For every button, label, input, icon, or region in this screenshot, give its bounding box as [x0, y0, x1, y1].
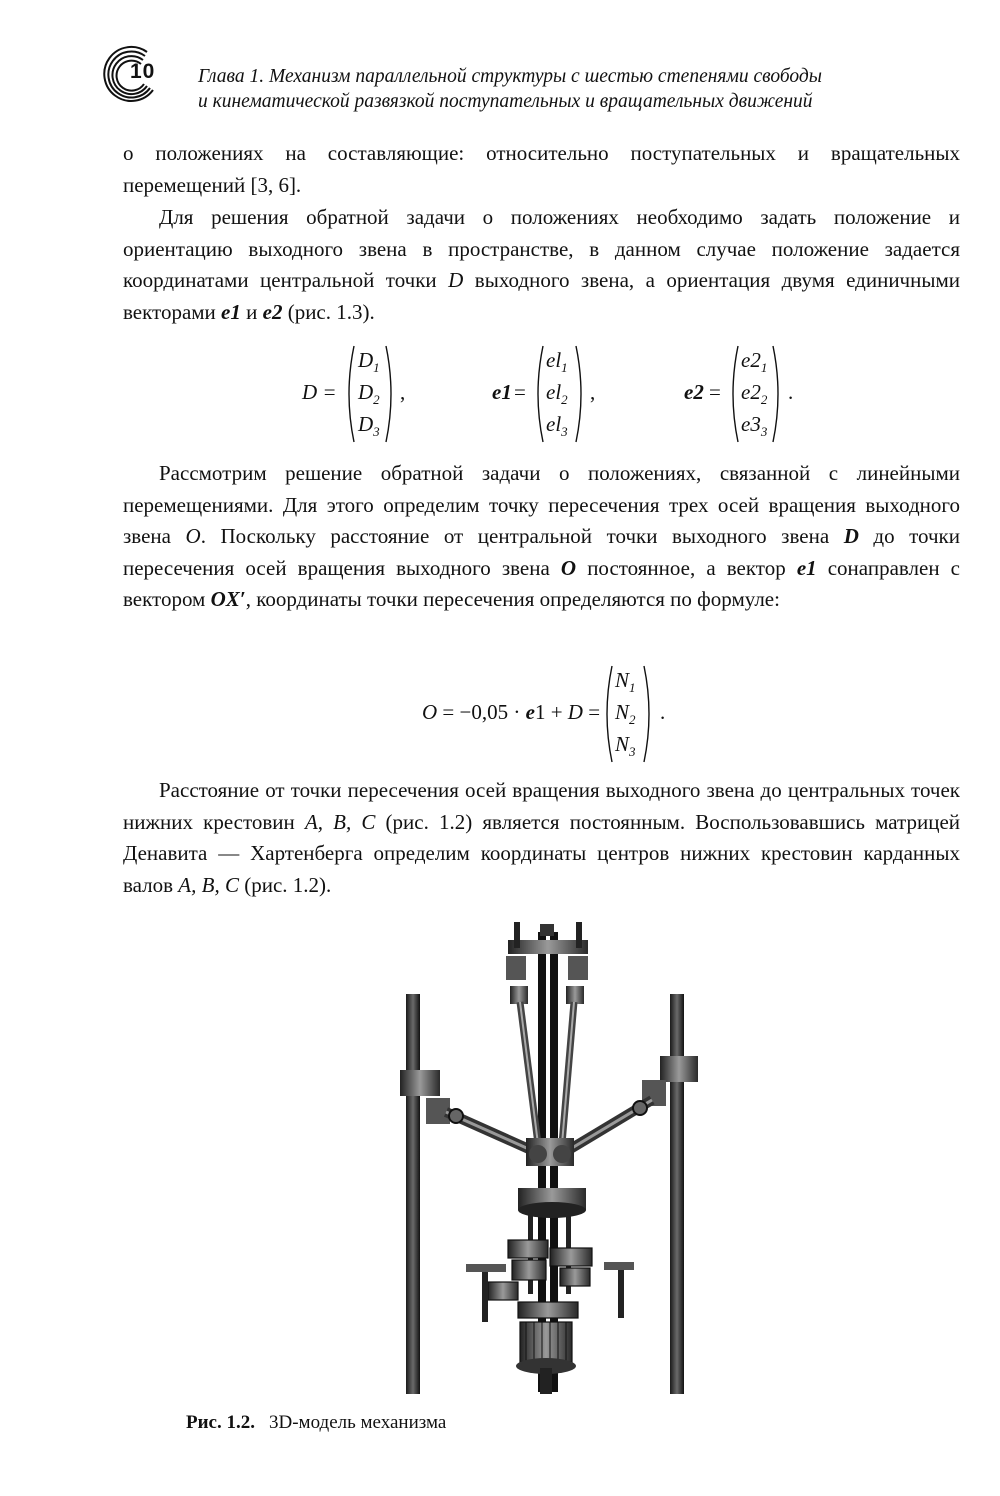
- p3-part-b: . Поскольку расстояние от центральной точки выходного звена: [200, 524, 844, 548]
- left-paren-icon: [531, 344, 545, 444]
- chapter-title: [198, 64, 822, 114]
- formula-comma-2: ,: [590, 380, 596, 404]
- p4-part-b: (рис. 1.2) является постоянным. Воспользовавшись матрицей Денавита — Хартенберга определим координаты центров нижних крестовин карданных валов: [123, 809, 961, 897]
- paragraph-1-text: о положениях на составляющие: относительно поступательных и вращательных перемещений [3, 6].: [123, 141, 960, 197]
- p3-var-O: O: [185, 524, 201, 548]
- p2-var-e2: e2: [262, 299, 283, 324]
- matrix-N-row-3: $N_3$: [615, 732, 636, 760]
- p3-part-f: , координаты точки пересечения определяются по формуле:: [245, 587, 780, 611]
- matrix-D-row-2: $D_2$: [358, 380, 380, 408]
- formula-e1-eq: =: [514, 380, 526, 404]
- matrix-D-row-3: $D_3$: [358, 412, 380, 440]
- p3-var-D: D: [843, 524, 859, 548]
- formula-comma-1: ,: [400, 380, 406, 404]
- paragraph-3: [123, 458, 960, 616]
- right-paren-icon: [771, 344, 785, 444]
- formula-O: [0, 664, 1000, 764]
- p4-part-c: (рис. 1.2).: [238, 872, 332, 897]
- figure-label: Рис. 1.2.: [186, 1412, 255, 1433]
- p4-var-ABC: A, B, C: [304, 809, 376, 834]
- formula-e2-eq: =: [709, 380, 721, 404]
- page-header: [95, 44, 955, 124]
- p2-part-b: выходного звена, а ориентация двумя единичными векторами: [123, 268, 960, 324]
- page-number: 10: [130, 60, 156, 83]
- right-paren-icon: [642, 664, 656, 764]
- paragraph-3-text: [123, 458, 960, 616]
- left-paren-icon: [726, 344, 740, 444]
- p2-part-d: (рис. 1.3).: [282, 299, 375, 324]
- chapter-title-line-2: и кинематической развязкой поступательных и вращательных движений: [198, 91, 813, 112]
- paragraph-2-text: [123, 202, 960, 328]
- p2-var-e1: e1: [221, 299, 241, 324]
- matrix-e1-row-3: $el_3$: [546, 412, 568, 440]
- matrix-e2-row-2: $e2_2$: [741, 380, 768, 408]
- p3-var-OX: OX′: [210, 587, 246, 611]
- p3-part-d: постоянное, а вектор: [576, 555, 797, 580]
- figure-caption-text: 3D-модель механизма: [269, 1412, 447, 1433]
- formula-e2-lhs: e2: [684, 380, 704, 404]
- mechanism-3d-model-image: [390, 922, 720, 1394]
- p2-part-a: Для решения обратной задачи о положениях необходимо задать положение и ориентацию выходного звена в пространстве, в данном случае положение задается координатами центральной точки: [123, 205, 960, 292]
- left-paren-icon: [600, 664, 614, 764]
- p4-var-ABC-2: A, B, C: [178, 872, 239, 897]
- p3-var-O2: O: [560, 555, 577, 580]
- p3-part-e: сонаправлен с вектором: [123, 555, 960, 611]
- matrix-D-row-1: $D_1$: [358, 348, 380, 376]
- p3-var-e1: e1: [796, 555, 817, 580]
- formula-period-1: .: [788, 380, 794, 404]
- p2-part-c: и: [240, 299, 263, 324]
- paragraph-2: [123, 202, 960, 328]
- matrix-e2-row-1: $e2_1$: [741, 348, 768, 376]
- formula-period-2: .: [660, 700, 666, 724]
- p2-var-D: D: [448, 268, 464, 292]
- p4-part-a: Расстояние от точки пересечения осей вращения выходного звена до центральных точек нижних крестовин: [123, 778, 960, 834]
- figure-caption: [186, 1412, 446, 1434]
- matrix-e1-row-1: $el_1$: [546, 348, 568, 376]
- matrix-e2-row-3: $e3_3$: [741, 412, 768, 440]
- p3-part-a: Рассмотрим решение обратной задачи о положениях, связанной с линейными перемещениями. Для этого определим точку пересечения трех осей вращения выходного звена: [123, 461, 960, 548]
- left-paren-icon: [342, 344, 356, 444]
- matrix-N-row-1: $N_1$: [615, 668, 636, 696]
- p3-part-c: до точки пересечения осей вращения выходного звена: [123, 524, 960, 580]
- formula-e1-lhs: e1: [492, 380, 512, 404]
- matrix-e1-row-2: $el_2$: [546, 380, 568, 408]
- chapter-title-line-1: Глава 1. Механизм параллельной структуры с шестью степенями свободы: [198, 66, 822, 87]
- right-paren-icon: [574, 344, 588, 444]
- formula-O-lhs: O = −0,05 · e1 + D =: [422, 700, 601, 724]
- formula-vectors: [0, 344, 1000, 444]
- formula-D-lhs: D =: [302, 380, 337, 404]
- paragraph-4: [123, 775, 960, 901]
- paragraph-4-text: [123, 775, 960, 901]
- paragraph-1: [123, 138, 960, 201]
- right-paren-icon: [384, 344, 398, 444]
- matrix-N-row-2: $N_2$: [615, 700, 636, 728]
